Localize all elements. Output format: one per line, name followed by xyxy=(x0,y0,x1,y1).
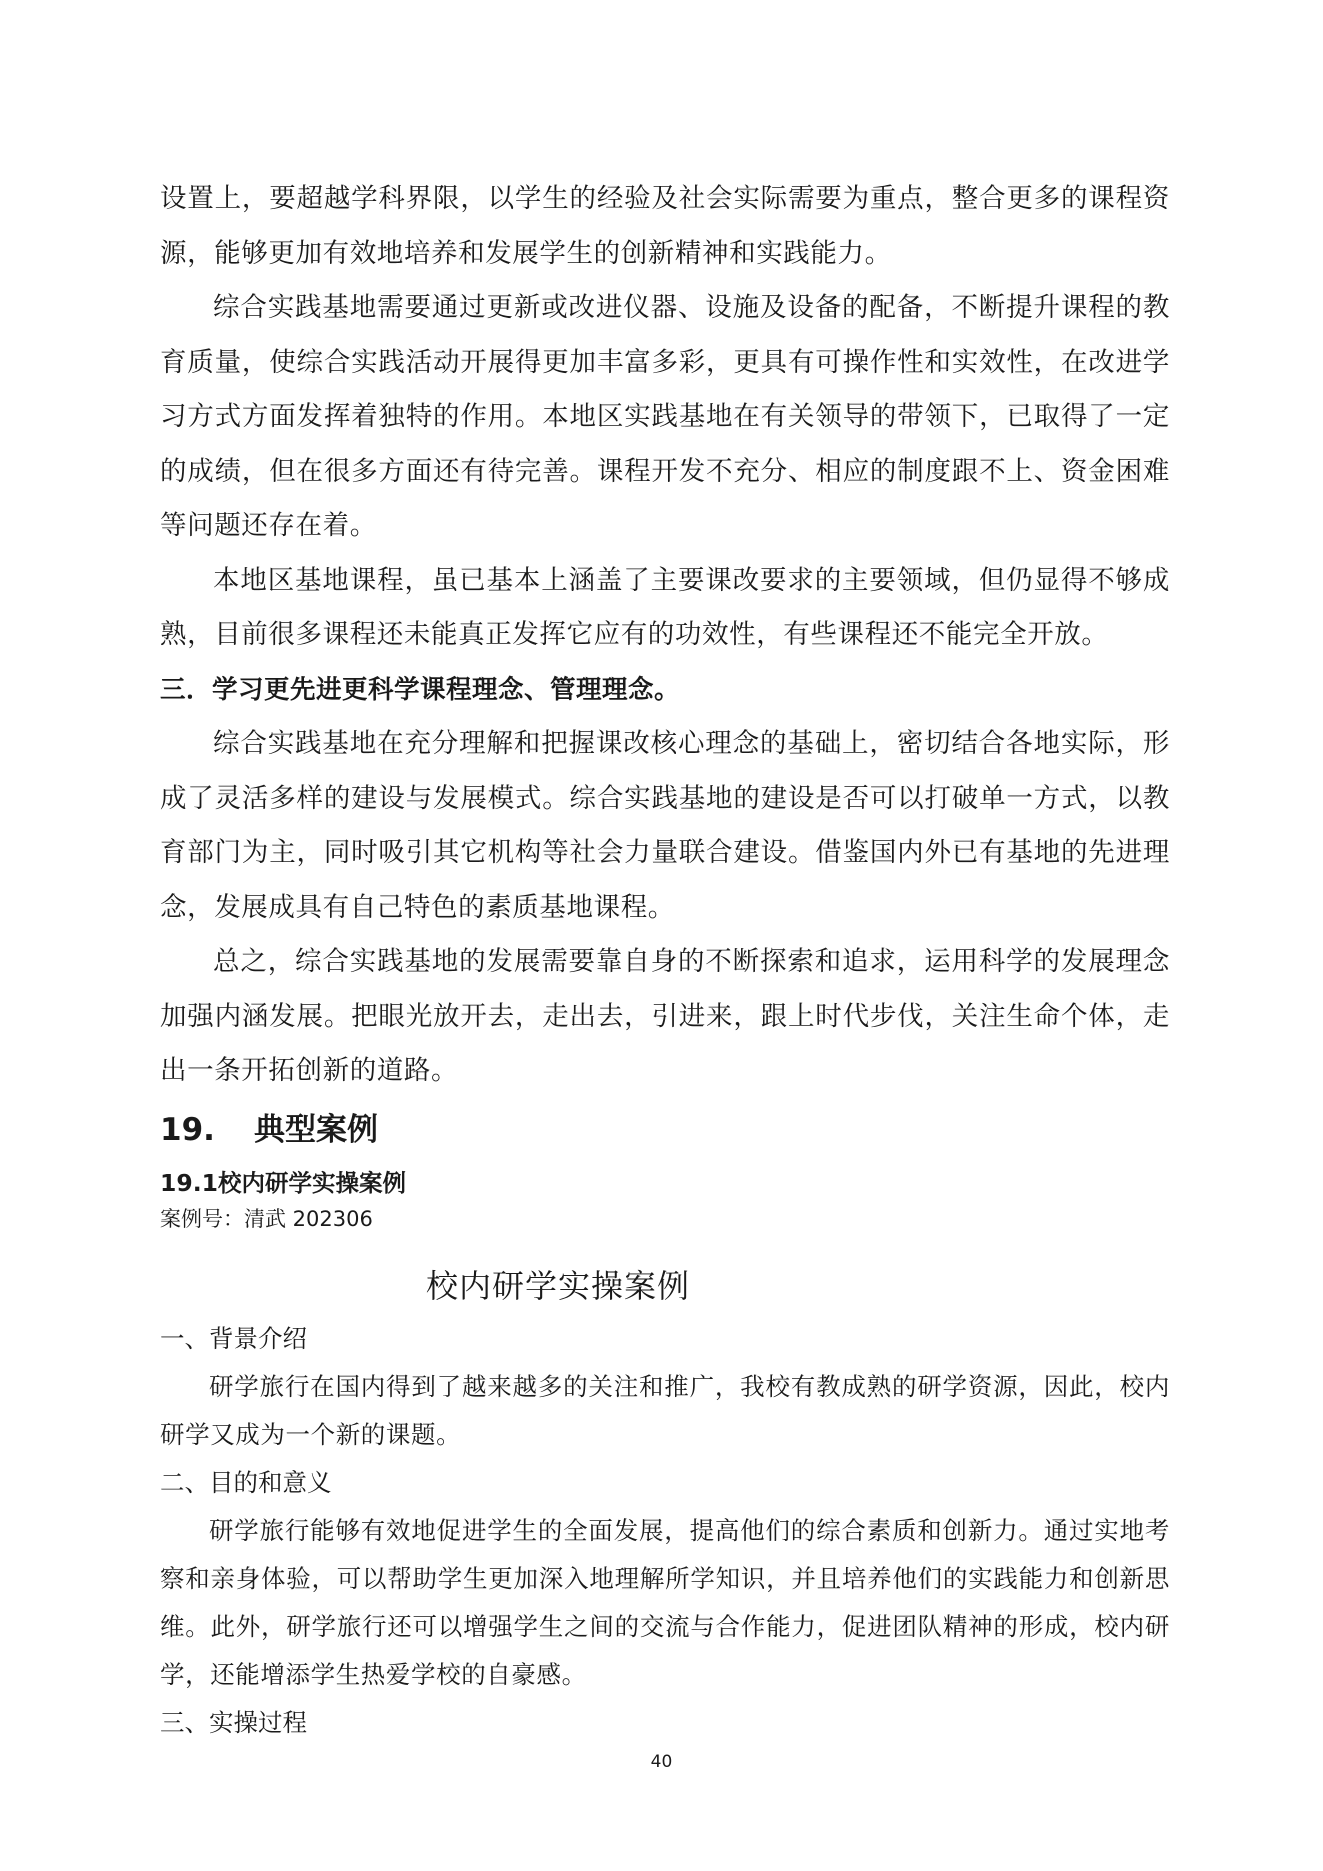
case-sub-heading: 19.1校内研学实操案例 xyxy=(160,1168,406,1197)
chapter-number: 19. xyxy=(160,1111,215,1148)
document-page xyxy=(160,172,1170,1747)
background-heading: 一、背景介绍 xyxy=(160,1323,307,1353)
background-text: 研学旅行在国内得到了越来越多的关注和推广，我校有教成熟的研学资源，因此，校内研学又成为一个新的课题。 xyxy=(160,1371,1170,1449)
purpose-text: 研学旅行能够有效地促进学生的全面发展，提高他们的综合素质和创新力。通过实地考察和亲身体验，可以帮助学生更加深入地理解所学知识，并且培养他们的实践能力和创新思维。此外，研学旅行还可以增强学生之间的交流与合作能力，促进团队精神的形成，校内研学，还能增添学生热爱学校的自豪感。 xyxy=(160,1515,1170,1689)
chapter-title: 典型案例 xyxy=(254,1111,378,1148)
case-number: 案例号：清武 202306 xyxy=(160,1206,373,1231)
page-number: 40 xyxy=(650,1752,673,1772)
paragraph-conclusion: 总之，综合实践基地的发展需要靠自身的不断探索和追求，运用科学的发展理念加强内涵发展。把眼光放开去，走出去，引进来，跟上时代步伐，关注生命个体，走出一条开拓创新的道路。 xyxy=(160,946,1170,1086)
paragraph-development-models: 综合实践基地在充分理解和把握课改核心理念的基础上，密切结合各地实际，形成了灵活多样的建设与发展模式。综合实践基地的建设是否可以打破单一方式，以教育部门为主，同时吸引其它机构等社会力量联合建设。借鉴国内外已有基地的先进理念，发展成具有自己特色的素质基地课程。 xyxy=(160,728,1170,923)
purpose-heading: 二、目的和意义 xyxy=(160,1467,332,1497)
chapter-heading xyxy=(160,1101,1170,1159)
paragraph-continuation: 设置上，要超越学科界限，以学生的经验及社会实际需要为重点，整合更多的课程资源，能够更加有效地培养和发展学生的创新精神和实践能力。 xyxy=(160,183,1170,269)
paragraph-practice-base-equipment: 综合实践基地需要通过更新或改进仪器、设施及设备的配备，不断提升课程的教育质量，使综合实践活动开展得更加丰富多彩，更具有可操作性和实效性，在改进学习方式方面发挥着独特的作用。本地区实践基地在有关领导的带领下，已取得了一定的成绩，但在很多方面还有待完善。课程开发不充分、相应的制度跟不上、资金困难等问题还存在着。 xyxy=(160,292,1170,541)
case-title: 校内研学实操案例 xyxy=(426,1266,691,1305)
paragraph-base-curriculum: 本地区基地课程，虽已基本上涵盖了主要课改要求的主要领域，但仍显得不够成熟，目前很多课程还未能真正发挥它应有的功效性，有些课程还不能完全开放。 xyxy=(160,564,1170,650)
process-heading: 三、实操过程 xyxy=(160,1707,307,1737)
section-three-heading: 三．学习更先进更科学课程理念、管理理念。 xyxy=(160,674,681,705)
